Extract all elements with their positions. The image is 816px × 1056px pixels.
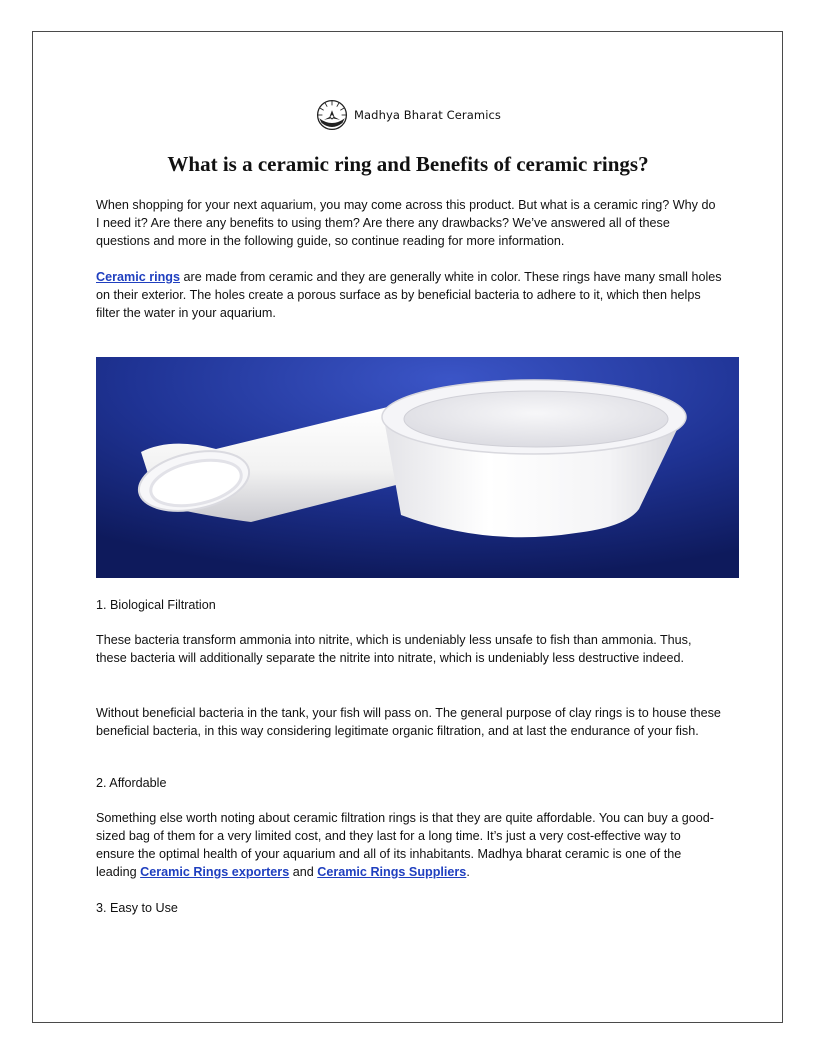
affordable-paragraph xyxy=(96,809,722,881)
ceramic-rings-link[interactable]: Ceramic rings xyxy=(96,270,180,284)
section-heading-affordable: 2. Affordable xyxy=(96,776,167,790)
biological-filtration-paragraph-2: Without beneficial bacteria in the tank, your fish will pass on. The general purpose of clay rings is to house these beneficial bacteria, in this way considering legitimate organic filtration, and at last the endurance of your fish. xyxy=(96,706,721,738)
biological-filtration-paragraph-1: These bacteria transform ammonia into nitrite, which is undeniably less unsafe to fish than ammonia. Thus, these bacteria will additionally separate the nitrite into nitrate, which is undeniably less destructive indeed. xyxy=(96,633,692,665)
and-text: and xyxy=(289,865,318,879)
section-heading-biological-filtration: 1. Biological Filtration xyxy=(96,598,216,612)
definition-text: are made from ceramic and they are generally white in color. These rings have many small holes on their exterior. The holes create a porous surface as by beneficial bacteria to adhere to it, which then helps filter the water in your aquarium. xyxy=(96,270,722,320)
section-heading-easy-to-use: 3. Easy to Use xyxy=(96,901,178,915)
intro-paragraph: When shopping for your next aquarium, you may come across this product. But what is a ceramic ring? Why do I need it? Are there any benefits to using them? Are there any drawbacks? We’ve answered all of these questions and more in the following guide, so continue reading for more information. xyxy=(96,198,716,248)
ceramic-rings-exporters-link[interactable]: Ceramic Rings exporters xyxy=(140,865,290,879)
ceramic-rings-image xyxy=(96,357,739,578)
definition-paragraph xyxy=(96,268,722,322)
period-text: . xyxy=(466,865,470,879)
gear-wheel-logo-icon xyxy=(316,99,348,131)
brand-name: Madhya Bharat Ceramics xyxy=(354,108,502,122)
company-logo xyxy=(316,96,501,134)
article-title: What is a ceramic ring and Benefits of ceramic rings? xyxy=(167,152,649,176)
affordable-text: Something else worth noting about ceramic filtration rings is that they are quite affordable. You can buy a good-sized bag of them for a very limited cost, and they last for a long time. It’s just a very cost-effective way to ensure the optimal health of your aquarium and all of its inhabitants. Madhya bharat ceramic is one of the leading xyxy=(96,811,714,879)
ceramic-rings-suppliers-link[interactable]: Ceramic Rings Suppliers xyxy=(317,865,467,879)
